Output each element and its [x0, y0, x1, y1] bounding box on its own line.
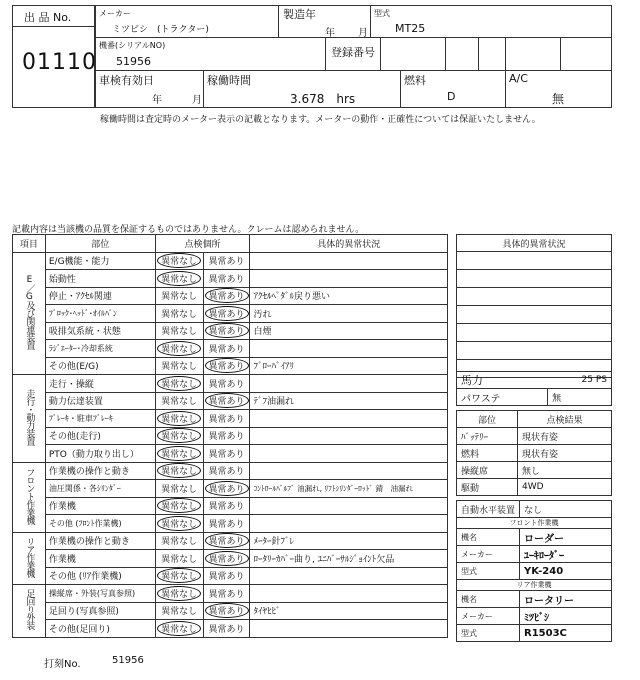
check-label: 異常なし — [161, 554, 198, 565]
check-abnormal[interactable] — [203, 602, 250, 620]
attachment-row — [457, 546, 612, 563]
check-label: 異常あり — [205, 358, 249, 373]
check-label: 異常なし — [157, 411, 201, 426]
inspection-row — [13, 287, 448, 305]
model-label: 型式 — [374, 9, 390, 18]
result-row — [457, 445, 612, 462]
inspection-row — [13, 620, 448, 638]
check-abnormal[interactable] — [203, 480, 250, 498]
check-normal[interactable] — [155, 392, 203, 410]
result-part: 燃料 — [457, 445, 518, 462]
check-label: 異常あり — [208, 572, 245, 583]
check-label: 異常なし — [157, 586, 201, 601]
right-detail-header: 具体的異常状況 — [457, 235, 612, 252]
horsepower-value: 25 PS — [548, 372, 612, 389]
part-name: 操縦席・外装(写真参照) — [45, 585, 155, 603]
abnormal-detail: ﾌﾞﾛｰﾊﾞｲｱﾘ — [250, 357, 448, 375]
abnormal-detail — [250, 497, 448, 515]
inspection-month: 月 — [192, 95, 202, 106]
result-part: 駆動 — [457, 479, 518, 496]
check-label: 異常あり — [205, 533, 249, 548]
part-name: 停止・ｱｸｾﾙ関連 — [45, 287, 155, 305]
check-label: 異常なし — [157, 498, 201, 513]
result-value: 現状有姿 — [518, 445, 612, 462]
check-abnormal[interactable] — [203, 252, 250, 270]
part-name: 作業機の操作と動き — [45, 532, 155, 550]
group-label: 走行・動力装置 — [24, 388, 35, 445]
abnormal-detail — [250, 585, 448, 603]
abnormal-detail: ﾒｰﾀｰ針ﾌﾞﾚ — [250, 532, 448, 550]
check-label: 異常あり — [208, 502, 245, 513]
check-normal[interactable] — [155, 480, 203, 498]
check-normal[interactable] — [155, 567, 203, 585]
hours-note: 稼働時間は査定時のメーター表示の記載となります。メーターの動作・正確性については保証いたしません。 — [100, 115, 541, 125]
check-normal[interactable] — [155, 410, 203, 428]
part-name: 作業機 — [45, 550, 155, 568]
attachment-row — [457, 608, 612, 625]
power-steering-value: 無 — [548, 389, 612, 406]
check-label: 異常あり — [208, 467, 245, 478]
col-item-header: 項目 — [13, 235, 46, 253]
attachment-row — [457, 563, 612, 580]
check-abnormal[interactable] — [203, 287, 250, 305]
attachment-row — [457, 625, 612, 642]
inspection-row — [13, 305, 448, 323]
check-abnormal[interactable] — [203, 322, 250, 340]
check-normal[interactable] — [155, 357, 203, 375]
inspection-row — [13, 497, 448, 515]
part-name: PTO（動力取り出し） — [45, 445, 155, 463]
inspection-row — [13, 445, 448, 463]
check-normal[interactable] — [155, 427, 203, 445]
check-label: 異常あり — [205, 393, 249, 408]
part-name: 吸排気系統・状態 — [45, 322, 155, 340]
check-normal[interactable] — [155, 550, 203, 568]
group-label: リア作業機 — [24, 536, 35, 577]
check-normal[interactable] — [155, 445, 203, 463]
inspection-row — [13, 480, 448, 498]
part-name: その他 (ﾌﾛﾝﾄ作業機) — [45, 515, 155, 533]
part-name: E/G機能・能力 — [45, 252, 155, 270]
group-label: E／G及び関連装置 — [24, 274, 35, 349]
check-abnormal[interactable] — [203, 305, 250, 323]
attachment-value: ﾕｰｷﾛｰﾀﾞｰ — [520, 546, 612, 563]
abnormal-detail: ｺﾝﾄﾛｰﾙﾊﾞﾙﾌﾞ 油漏れ, ﾘﾌﾄｼﾘﾝﾀﾞｰﾛｯﾄﾞ 錆 油漏れ — [250, 480, 448, 498]
auto-level-label: 自動水平装置 — [457, 501, 520, 518]
group-label: フロント作業機 — [24, 467, 35, 524]
attachment-label: 機名 — [457, 529, 520, 546]
inspection-row — [13, 375, 448, 393]
abnormal-detail: ｱｸｾﾙﾍﾟﾀﾞﾙ戻り悪い — [250, 287, 448, 305]
part-name: 始動性 — [45, 270, 155, 288]
check-abnormal[interactable] — [203, 410, 250, 428]
check-label: 異常あり — [208, 414, 245, 425]
check-label: 異常あり — [208, 432, 245, 443]
maker-label: メーカー — [99, 9, 131, 18]
check-label: 異常なし — [157, 341, 201, 356]
abnormal-detail — [250, 375, 448, 393]
group-label: 足回り外装 — [24, 589, 35, 630]
check-label: 異常あり — [205, 323, 249, 338]
inspection-year: 年 — [152, 95, 162, 106]
col-points-header: 点検個所 — [155, 235, 250, 253]
attachment-row — [457, 529, 612, 546]
check-abnormal[interactable] — [203, 567, 250, 585]
check-abnormal[interactable] — [203, 462, 250, 480]
check-normal[interactable] — [155, 252, 203, 270]
abnormal-detail: ﾛｰﾀﾘｰｶﾊﾞｰ曲り, ﾕﾆﾊﾞｰｻﾙｼﾞｮｲﾝﾄ欠品 — [250, 550, 448, 568]
part-name: 足回り(写真参照) — [45, 602, 155, 620]
check-label: 異常なし — [161, 362, 198, 373]
part-header: 部位 — [457, 411, 518, 428]
result-header: 点検結果 — [518, 411, 612, 428]
inspection-row — [13, 322, 448, 340]
check-normal[interactable] — [155, 270, 203, 288]
result-row — [457, 462, 612, 479]
result-part: ﾊﾞｯﾃﾘｰ — [457, 428, 518, 445]
check-abnormal[interactable] — [203, 497, 250, 515]
check-label: 異常なし — [157, 568, 201, 583]
part-name: ﾌﾞﾛｯｸ･ﾍｯﾄﾞ･ｵｲﾙﾊﾟﾝ — [45, 305, 155, 323]
check-abnormal[interactable] — [203, 585, 250, 603]
check-label: 異常あり — [205, 481, 249, 496]
check-normal[interactable] — [155, 462, 203, 480]
check-label: 異常なし — [161, 484, 198, 495]
serial-label: 機番(シリアルNO) — [99, 41, 166, 50]
check-abnormal[interactable] — [203, 515, 250, 533]
horsepower-label: 馬力 — [457, 372, 548, 389]
lot-label: 出 品 No. — [24, 11, 72, 24]
registration-label: 登録番号 — [331, 46, 375, 59]
abnormal-detail: 汚れ — [250, 305, 448, 323]
attachment-label: 型式 — [457, 625, 520, 642]
attachment-label: 型式 — [457, 563, 520, 580]
abnormal-detail — [250, 620, 448, 638]
inspection-row — [13, 462, 448, 480]
check-label: 異常なし — [161, 537, 198, 548]
disclaimer: 記載内容は当該機の品質を保証するものではありません。クレームは認められません。 — [12, 225, 365, 235]
auto-level-value: なし — [520, 501, 612, 518]
check-abnormal[interactable] — [203, 392, 250, 410]
abnormal-detail: 白煙 — [250, 322, 448, 340]
check-abnormal[interactable] — [203, 532, 250, 550]
part-name: その他(走行) — [45, 427, 155, 445]
attachment-table — [456, 500, 612, 642]
check-label: 異常なし — [157, 446, 201, 461]
check-label: 異常あり — [208, 274, 245, 285]
check-normal[interactable] — [155, 620, 203, 638]
check-abnormal[interactable] — [203, 427, 250, 445]
check-label: 異常なし — [157, 253, 201, 268]
check-normal[interactable] — [155, 602, 203, 620]
attachment-value: R1503C — [520, 625, 612, 642]
part-name: その他(足回り) — [45, 620, 155, 638]
inspection-row — [13, 585, 448, 603]
fuel-value: D — [447, 90, 456, 103]
inspection-row — [13, 602, 448, 620]
check-label: 異常なし — [161, 397, 198, 408]
attachment-label: メーカー — [457, 608, 520, 625]
inspection-row — [13, 392, 448, 410]
maker-value: ミツビシ (トラクター) — [112, 25, 209, 35]
stamp-label: 打刻No. — [44, 659, 81, 670]
attachment-label: メーカー — [457, 546, 520, 563]
inspection-row — [13, 340, 448, 358]
abnormal-detail — [250, 252, 448, 270]
check-normal[interactable] — [155, 532, 203, 550]
inspection-table — [12, 234, 448, 638]
check-normal[interactable] — [155, 305, 203, 323]
inspection-row — [13, 357, 448, 375]
year-label: 製造年 — [283, 8, 316, 21]
check-label: 異常なし — [157, 428, 201, 443]
inspection-row — [13, 270, 448, 288]
ac-label: A/C — [509, 72, 528, 85]
check-label: 異常なし — [157, 463, 201, 478]
check-abnormal[interactable] — [203, 620, 250, 638]
inspection-row — [13, 515, 448, 533]
check-label: 異常なし — [161, 292, 198, 303]
fuel-label: 燃料 — [404, 74, 426, 87]
check-label: 異常なし — [161, 309, 198, 320]
check-label: 異常あり — [208, 449, 245, 460]
result-part: 操縦席 — [457, 462, 518, 479]
check-abnormal[interactable] — [203, 445, 250, 463]
check-label: 異常なし — [161, 327, 198, 338]
year-unit: 年 — [325, 28, 335, 39]
ac-value: 無 — [552, 92, 565, 106]
abnormal-detail — [250, 427, 448, 445]
check-result-table — [456, 410, 612, 496]
abnormal-detail — [250, 567, 448, 585]
inspection-row — [13, 410, 448, 428]
power-steering-label: パワステ — [457, 389, 548, 406]
month-unit: 月 — [358, 28, 368, 39]
serial-value: 51956 — [116, 55, 151, 68]
check-label: 異常あり — [208, 519, 245, 530]
check-label: 異常あり — [208, 379, 245, 390]
check-normal[interactable] — [155, 287, 203, 305]
inspection-row — [13, 550, 448, 568]
check-label: 異常あり — [205, 288, 249, 303]
attachment-value: ﾐﾂﾋﾞｼ — [520, 608, 612, 625]
attachment-value: ローダー — [520, 529, 612, 546]
part-name: 作業機 — [45, 497, 155, 515]
part-name: その他 (ﾘｱ作業機) — [45, 567, 155, 585]
check-normal[interactable] — [155, 375, 203, 393]
check-abnormal[interactable] — [203, 340, 250, 358]
part-name: 油圧関係・各ｼﾘﾝﾀﾞｰ — [45, 480, 155, 498]
abnormal-detail: ﾃﾞﾌ油漏れ — [250, 392, 448, 410]
front-title: フロント作業機 — [457, 518, 612, 529]
check-label: 異常なし — [157, 516, 201, 531]
abnormal-detail — [250, 462, 448, 480]
check-abnormal[interactable] — [203, 357, 250, 375]
inspection-row — [13, 252, 448, 270]
part-name: 動力伝達装置 — [45, 392, 155, 410]
check-abnormal[interactable] — [203, 270, 250, 288]
result-value: 無し — [518, 462, 612, 479]
check-label: 異常あり — [208, 589, 245, 600]
part-name: 走行・操縦 — [45, 375, 155, 393]
check-normal[interactable] — [155, 497, 203, 515]
check-abnormal[interactable] — [203, 375, 250, 393]
abnormal-detail — [250, 410, 448, 428]
part-name: ﾗｼﾞｴｰﾀｰ･冷却系統 — [45, 340, 155, 358]
check-normal[interactable] — [155, 585, 203, 603]
check-label: 異常なし — [157, 376, 201, 391]
result-row — [457, 479, 612, 496]
hours-value: 3.678 hrs — [290, 92, 356, 106]
attachment-label: 機名 — [457, 591, 520, 608]
inspection-label: 車検有効日 — [99, 74, 154, 87]
inspection-row — [13, 532, 448, 550]
check-label: 異常あり — [205, 603, 249, 618]
check-label: 異常なし — [161, 607, 198, 618]
inspection-row — [13, 427, 448, 445]
result-value: 現状有姿 — [518, 428, 612, 445]
col-detail-header: 具体的異常状況 — [250, 235, 448, 253]
attachment-value: YK-240 — [520, 563, 612, 580]
check-label: 異常なし — [157, 621, 201, 636]
attachment-value: ロータリー — [520, 591, 612, 608]
check-label: 異常あり — [205, 551, 249, 566]
check-label: 異常あり — [208, 257, 245, 268]
inspection-row — [13, 567, 448, 585]
check-normal[interactable] — [155, 340, 203, 358]
check-label: 異常あり — [208, 624, 245, 635]
part-name: その他(E/G) — [45, 357, 155, 375]
model-value: MT25 — [395, 22, 426, 35]
spec-table — [456, 371, 612, 406]
hours-label: 稼働時間 — [207, 74, 251, 87]
part-name: ﾌﾞﾚｰｷ・駐車ﾌﾞﾚｰｷ — [45, 410, 155, 428]
check-label: 異常あり — [205, 306, 249, 321]
result-value: 4WD — [518, 479, 612, 496]
abnormal-detail — [250, 445, 448, 463]
check-label: 異常なし — [157, 271, 201, 286]
check-normal[interactable] — [155, 515, 203, 533]
stamp-value: 51956 — [112, 655, 144, 666]
part-name: 作業機の操作と動き — [45, 462, 155, 480]
check-normal[interactable] — [155, 322, 203, 340]
abnormal-detail: ﾀｲﾔﾋﾋﾞ — [250, 602, 448, 620]
right-detail-table — [456, 234, 612, 378]
abnormal-detail — [250, 340, 448, 358]
check-abnormal[interactable] — [203, 550, 250, 568]
result-row — [457, 428, 612, 445]
abnormal-detail — [250, 270, 448, 288]
rear-title: リア作業機 — [457, 580, 612, 591]
col-part-header: 部位 — [45, 235, 155, 253]
lot-number: 01110 — [22, 50, 97, 75]
attachment-row — [457, 591, 612, 608]
check-label: 異常あり — [208, 344, 245, 355]
abnormal-detail — [250, 515, 448, 533]
